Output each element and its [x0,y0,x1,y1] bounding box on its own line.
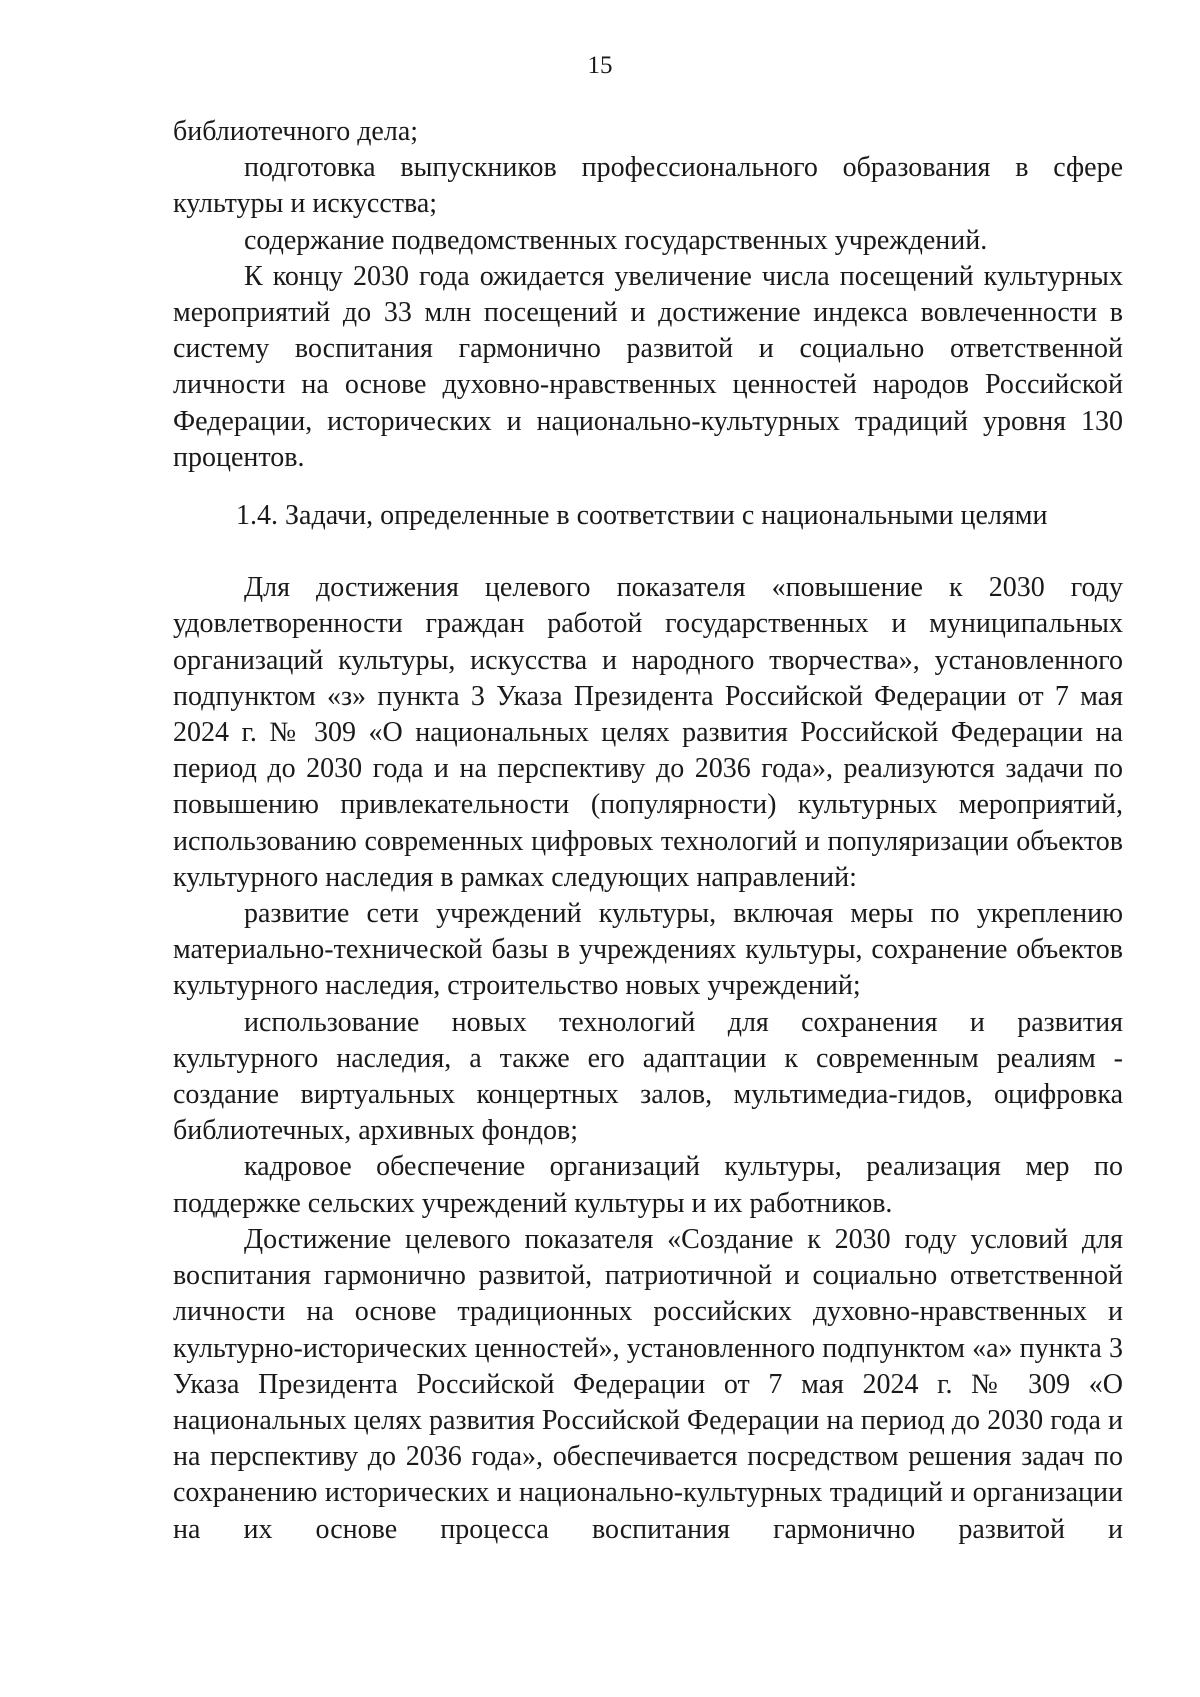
paragraph: К концу 2030 года ожидается увеличение числа посещений культурных мероприятий до 33 млн посещений и достижение индекса вовлеченности в систему воспитания гармонично развитой и социально ответственной личности на основе духовно-нравственных ценностей народов Российской Федерации, исторических и национально-культурных традиций уровня 130 процентов. [173,260,1123,473]
paragraph-list-item: подготовка выпускников профессионального образования в сфере культуры и искусства; [173,152,1123,220]
paragraph-list-item: использование новых технологий для сохранения и развития культурного наследия, а также его адаптации к современным реалиям - создание виртуальных концертных залов, мультимедиа-гидов, оцифровка библиотечных, архивных фондов; [173,1006,1123,1147]
paragraph-list-item: содержание подведомственных государственных учреждений. [244,224,988,256]
paragraph-continuation: библиотечного дела; [173,116,419,147]
page-number: 15 [587,52,613,79]
paragraph: Достижение целевого показателя «Создание к 2030 году условий для воспитания гармонично развитой, патриотичной и социально ответственной личности на основе традиционных российских духовно-нравственных и культурно-исторических ценностей», установленного подпунктом «а» пункта 3 Указа Президента Российской Федерации от 7 мая 2024 г. № 309 «О национальных целях развития Российской Федерации на период до 2030 года и на перспективу до 2036 года», обеспечивается посредством решения задач по сохранению исторических и национально-культурных традиций и организации на их основе процесса воспитания гармонично развитой и [173,1223,1123,1545]
section-heading: 1.4. Задачи, определенные в соответствии с национальными целями [236,500,1048,532]
document-body [173,114,1123,1548]
paragraph-list-item: кадровое обеспечение организаций культуры, реализация мер по поддержке сельских учреждений культуры и их работников. [173,1151,1123,1219]
paragraph-list-item: развитие сети учреждений культуры, включая меры по укреплению материально-технической базы в учреждениях культуры, сохранение объектов культурного наследия, строительство новых учреждений; [173,898,1123,1002]
paragraph: Для достижения целевого показателя «повышение к 2030 году удовлетворенности граждан работой государственных и муниципальных организаций культуры, искусства и народного творчества», установленного подпунктом «з» пункта 3 Указа Президента Российской Федерации от 7 мая 2024 г. № 309 «О национальных целях развития Российской Федерации на период до 2030 года и на перспективу до 2036 года», реализуются задачи по повышению привлекательности (популярности) культурных мероприятий, использованию современных цифровых технологий и популяризации объектов культурного наследия в рамках следующих направлений: [173,572,1123,893]
